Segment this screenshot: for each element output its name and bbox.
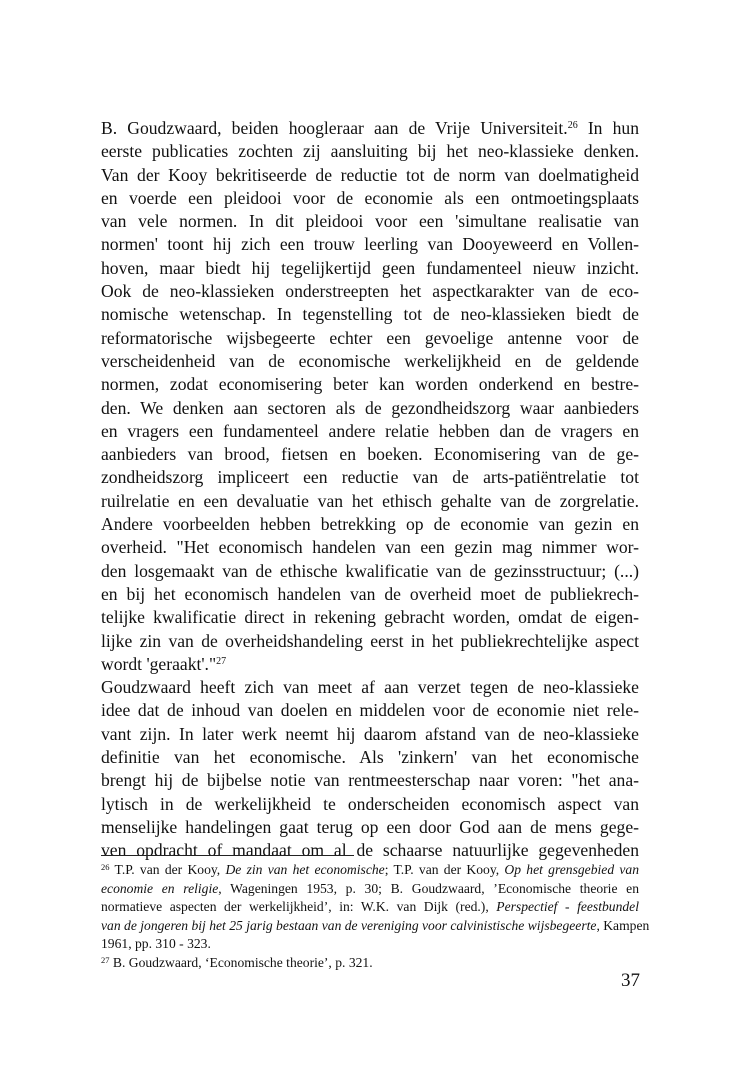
body-line: normen' toont hij zich een trouw leerling van Dooyeweerd en Vollen- [101,234,639,255]
footnote-text: T.P. van der Kooy, [109,862,226,877]
body-line: normen, zodat economisering beter kan worden onderkend en bestre- [101,374,639,395]
body-line: brengt hij de bijbelse notie van rentmeesterschap naar voren: "het ana- [101,770,639,791]
footnote-reference: 27 [216,655,227,667]
body-line: menselijke handelingen gaat terug op een door God aan de mens gege- [101,816,639,837]
footnote-number: 26 [101,862,110,872]
footnote-line [101,880,639,899]
footnote-line [101,917,650,936]
body-line: nomische wetenschap. In tegenstelling tot de neo-klassieken biedt de [101,304,639,325]
body-line: Andere voorbeelden hebben betrekking op de economie van gezin en [101,514,639,535]
body-line: Ook de neo-klassieken onderstreepten het aspectkarakter van de eco- [101,281,639,302]
footnote-reference: 26 [567,120,578,131]
footnote-line [101,861,639,880]
page-number: 37 [621,970,640,991]
body-line: den. We denken aan sectoren als de gezondheidszorg waar aanbieders [101,397,639,418]
body-line: ven opdracht of mandaat om al de schaarse natuurlijke gegevenheden [101,840,639,861]
footnote-number: 27 [101,954,110,965]
body-line: den losgemaakt van de ethische kwalificatie van de gezinsstructuur; (...) [101,560,639,581]
body-line: zondheidszorg impliceert een reductie van de arts-patiëntrelatie tot [101,467,639,488]
body-line: en voerde een pleidooi voor de economie als een ontmoetingsplaats [101,187,639,208]
body-line: telijke kwalificatie direct in rekening gebracht worden, omdat de eigen- [101,607,639,628]
footnote-text: , Kampen [596,917,650,933]
footnote-text: B. Goudzwaard, ‘Economische theorie’, p. 321. [109,954,373,970]
footnote-separator [101,855,354,856]
body-line: overheid. "Het economisch handelen van een gezin mag nimmer wor- [101,537,639,558]
body-line: lytisch in de werkelijkheid te onderscheiden economisch aspect van [101,793,639,814]
footnote [101,861,650,954]
footnote-text: normatieve aspecten der werkelijkheid’, in: W.K. van Dijk (red.), [101,899,497,914]
footnote [101,954,639,973]
body-line: idee dat de inhoud van doelen en middelen voor de economie niet rele- [101,700,639,721]
body-line: B. Goudzwaard, beiden hoogleraar aan de Vrije Universiteit.$^{26}$ In hun [101,118,639,138]
title-italic: economie en religie [101,880,219,896]
body-line: lijke zin van de overheidshandeling eerst in het publiekrechtelijke aspect [101,630,639,651]
body-text [101,117,639,863]
footnote-line [101,898,639,917]
body-line: en bij het economisch handelen van de overheid moet de publiekrech- [101,583,639,604]
body-line: vant zijn. In later werk neemt hij daarom afstand van de neo-klassieke [101,723,639,744]
title-italic: Perspectief - feestbundel [496,899,639,914]
body-line: hoven, maar biedt hij tegelijkertijd geen fundamenteel nieuw inzicht. [101,257,639,278]
footnote-line [101,954,639,973]
footnote-text: , Wageningen 1953, p. 30; B. Goudzwaard, ’Economische theorie en [218,880,640,896]
body-line: en vragers een fundamenteel andere relatie hebben dan de vragers en [101,420,639,441]
footnote-line [101,935,639,954]
footnote-text: ; T.P. van der Kooy, [384,862,505,877]
body-line: wordt 'geraakt'."$^{27}$ [101,653,227,674]
footnote-text: 1961, pp. 310 - 323. [101,936,211,951]
body-line: ruilrelatie en een devaluatie van het ethisch gehalte van de zorgrelatie. [101,490,639,511]
body-line: reformatorische wijsbegeerte echter een gevoelige antenne voor de [101,327,639,348]
title-italic: Op het grensgebied van [504,862,640,877]
body-line: definitie van het economische. Als 'zinkern' van het economische [101,747,639,768]
body-line: aanbieders van brood, fietsen en boeken. Economisering van de ge- [101,444,639,465]
body-line: verscheidenheid van de economische werkelijkheid en de geldende [101,350,639,371]
body-line: Goudzwaard heeft zich van meet af aan verzet tegen de neo-klassieke [101,677,639,698]
footnotes [101,861,650,972]
body-line: Van der Kooy bekritiseerde de reductie tot de norm van doelmatigheid [101,164,639,185]
body-line: van vele normen. In dit pleidooi voor een 'simultane realisatie van [101,211,639,232]
title-italic: van de jongeren bij het 25 jarig bestaan van de vereniging voor calvinistische wijsbegeerte [101,917,597,933]
title-italic: De zin van het economische [225,862,385,877]
body-line: eerste publicaties zochten zij aansluiting bij het neo-klassieke denken. [101,141,639,162]
